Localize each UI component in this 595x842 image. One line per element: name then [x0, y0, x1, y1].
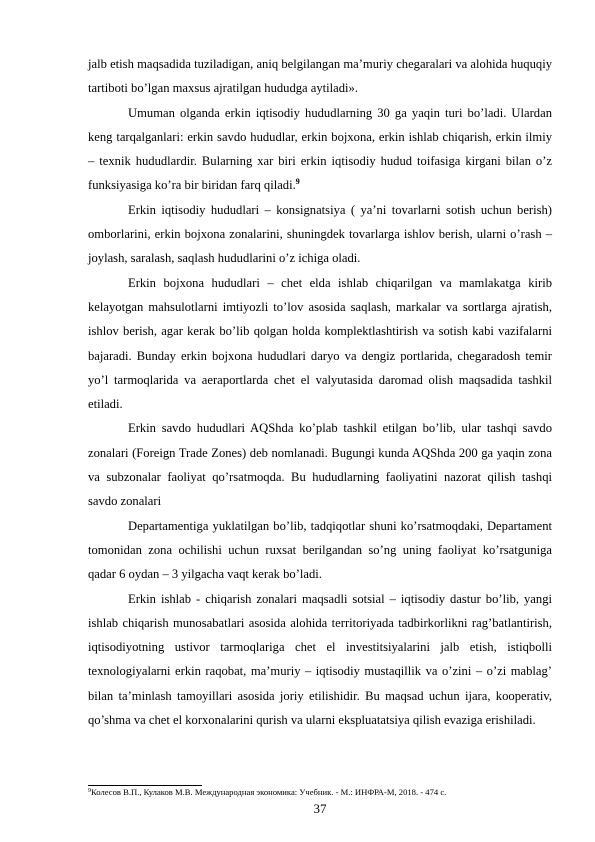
- paragraph-6-text: Departamentiga yuklatilgan bo’lib, tadqiqotlar shuni ko’rsatmoqdaki, Departament tomonidan zona ochilishi uchun ruxsat berilgandan so’ng uning faoliyat ko’rsatguniga qadar 6 oydan – 3 yilgacha vaqt kerak bo’ladi.: [88, 518, 552, 582]
- footnote-separator: [88, 785, 202, 786]
- footnote-reference[interactable]: 9: [295, 177, 300, 187]
- footnote-text: Колесов В.П., Кулаков М.В. Международная экономика: Учебник. - М.: ИНФРА-М, 2018. - 474 с.: [91, 787, 447, 797]
- paragraph-4-text: Erkin bojxona hududlari – chet elda ishlab chiqarilgan va mamlakatga kirib kelayotgan mahsulotlarni imtiyozli to’lov asosida saqlash, markalar va sortlarga ajratish, ishlov berish, agar kerak bo’lib qolgan holda komplektlashtirish va sotish kabi vazifalarni bajaradi. Bunday erkin bojxona hududlari daryo va dengiz portlarida, chegaradosh temir yo’l tarmoqlarida va aeraportlarda chet el valyutasida daromad olish maqsadida tashkil etiladi.: [88, 275, 552, 412]
- paragraph-7: [88, 587, 552, 733]
- paragraph-1: [88, 52, 552, 101]
- footnote-marker: 9: [88, 788, 91, 794]
- paragraph-1-text: jalb etish maqsadida tuziladigan, aniq belgilangan ma’muriy chegaralari va alohida huquqiy tartiboti bo’lgan maxsus ajratilgan hududga aytiladi».: [88, 57, 552, 96]
- paragraph-5: [88, 416, 552, 513]
- paragraph-3: [88, 198, 552, 271]
- body-text: [88, 52, 552, 732]
- paragraph-2-text: Umuman olganda erkin iqtisodiy hududlarning 30 ga yaqin turi bo’ladi. Ulardan keng tarqalganlari: erkin savdo hududlar, erkin bojxona, erkin ishlab chiqarish, erkin ilmiy – texnik hududlardir. Bularning xar biri erkin iqtisodiy hudud toifasiga kirgani bilan o’z funksiyasiga ko’ra bir biridan farq qiladi.: [88, 105, 552, 193]
- paragraph-4: [88, 271, 552, 417]
- paragraph-6: [88, 514, 552, 587]
- paragraph-5-text: Erkin savdo hududlari AQShda ko’plab tashkil etilgan bo’lib, ular tashqi savdo zonalari (Foreign Trade Zones) deb nomlanadi. Bugungi kunda AQShda 200 ga yaqin zona va subzonalar faoliyat qo’rsatmoqda. Bu hududlarning faoliyatini nazorat qilish tashqi savdo zonalari: [88, 421, 552, 509]
- paragraph-3-text: Erkin iqtisodiy hududlari – konsignatsiya ( ya’ni tovarlarni sotish uchun berish) omborlarini, erkin bojxona zonalarini, shuningdek tovarlarga ishlov berish, ularni o’rash – joylash, saralash, saqlash hududlarini o’z ichiga oladi.: [88, 202, 552, 266]
- page-number: 37: [313, 801, 327, 816]
- paragraph-7-text: Erkin ishlab - chiqarish zonalari maqsadli sotsial – iqtisodiy dastur bo’lib, yangi ishlab chiqarish munosabatlari asosida alohida territoriyada tadbirkorlikni rag’batlantirish, iqtisodiyotning ustivor tarmoqlariga chet el investitsiyalarini jalb etish, istiqbolli texnologiyalarni erkin raqobat, ma’muriy – iqtisodiy mustaqillik va o’zini – o’zi mablag’ bilan ta’minlash tamoyillari asosida joriy etilishidir. Bu maqsad uchun ijara, kooperativ, qo’shma va chet el korxonalarini qurish va ularni ekspluatatsiya qilish evaziga erishiladi.: [88, 591, 552, 728]
- paragraph-2: [88, 101, 552, 198]
- footnote: [88, 787, 552, 798]
